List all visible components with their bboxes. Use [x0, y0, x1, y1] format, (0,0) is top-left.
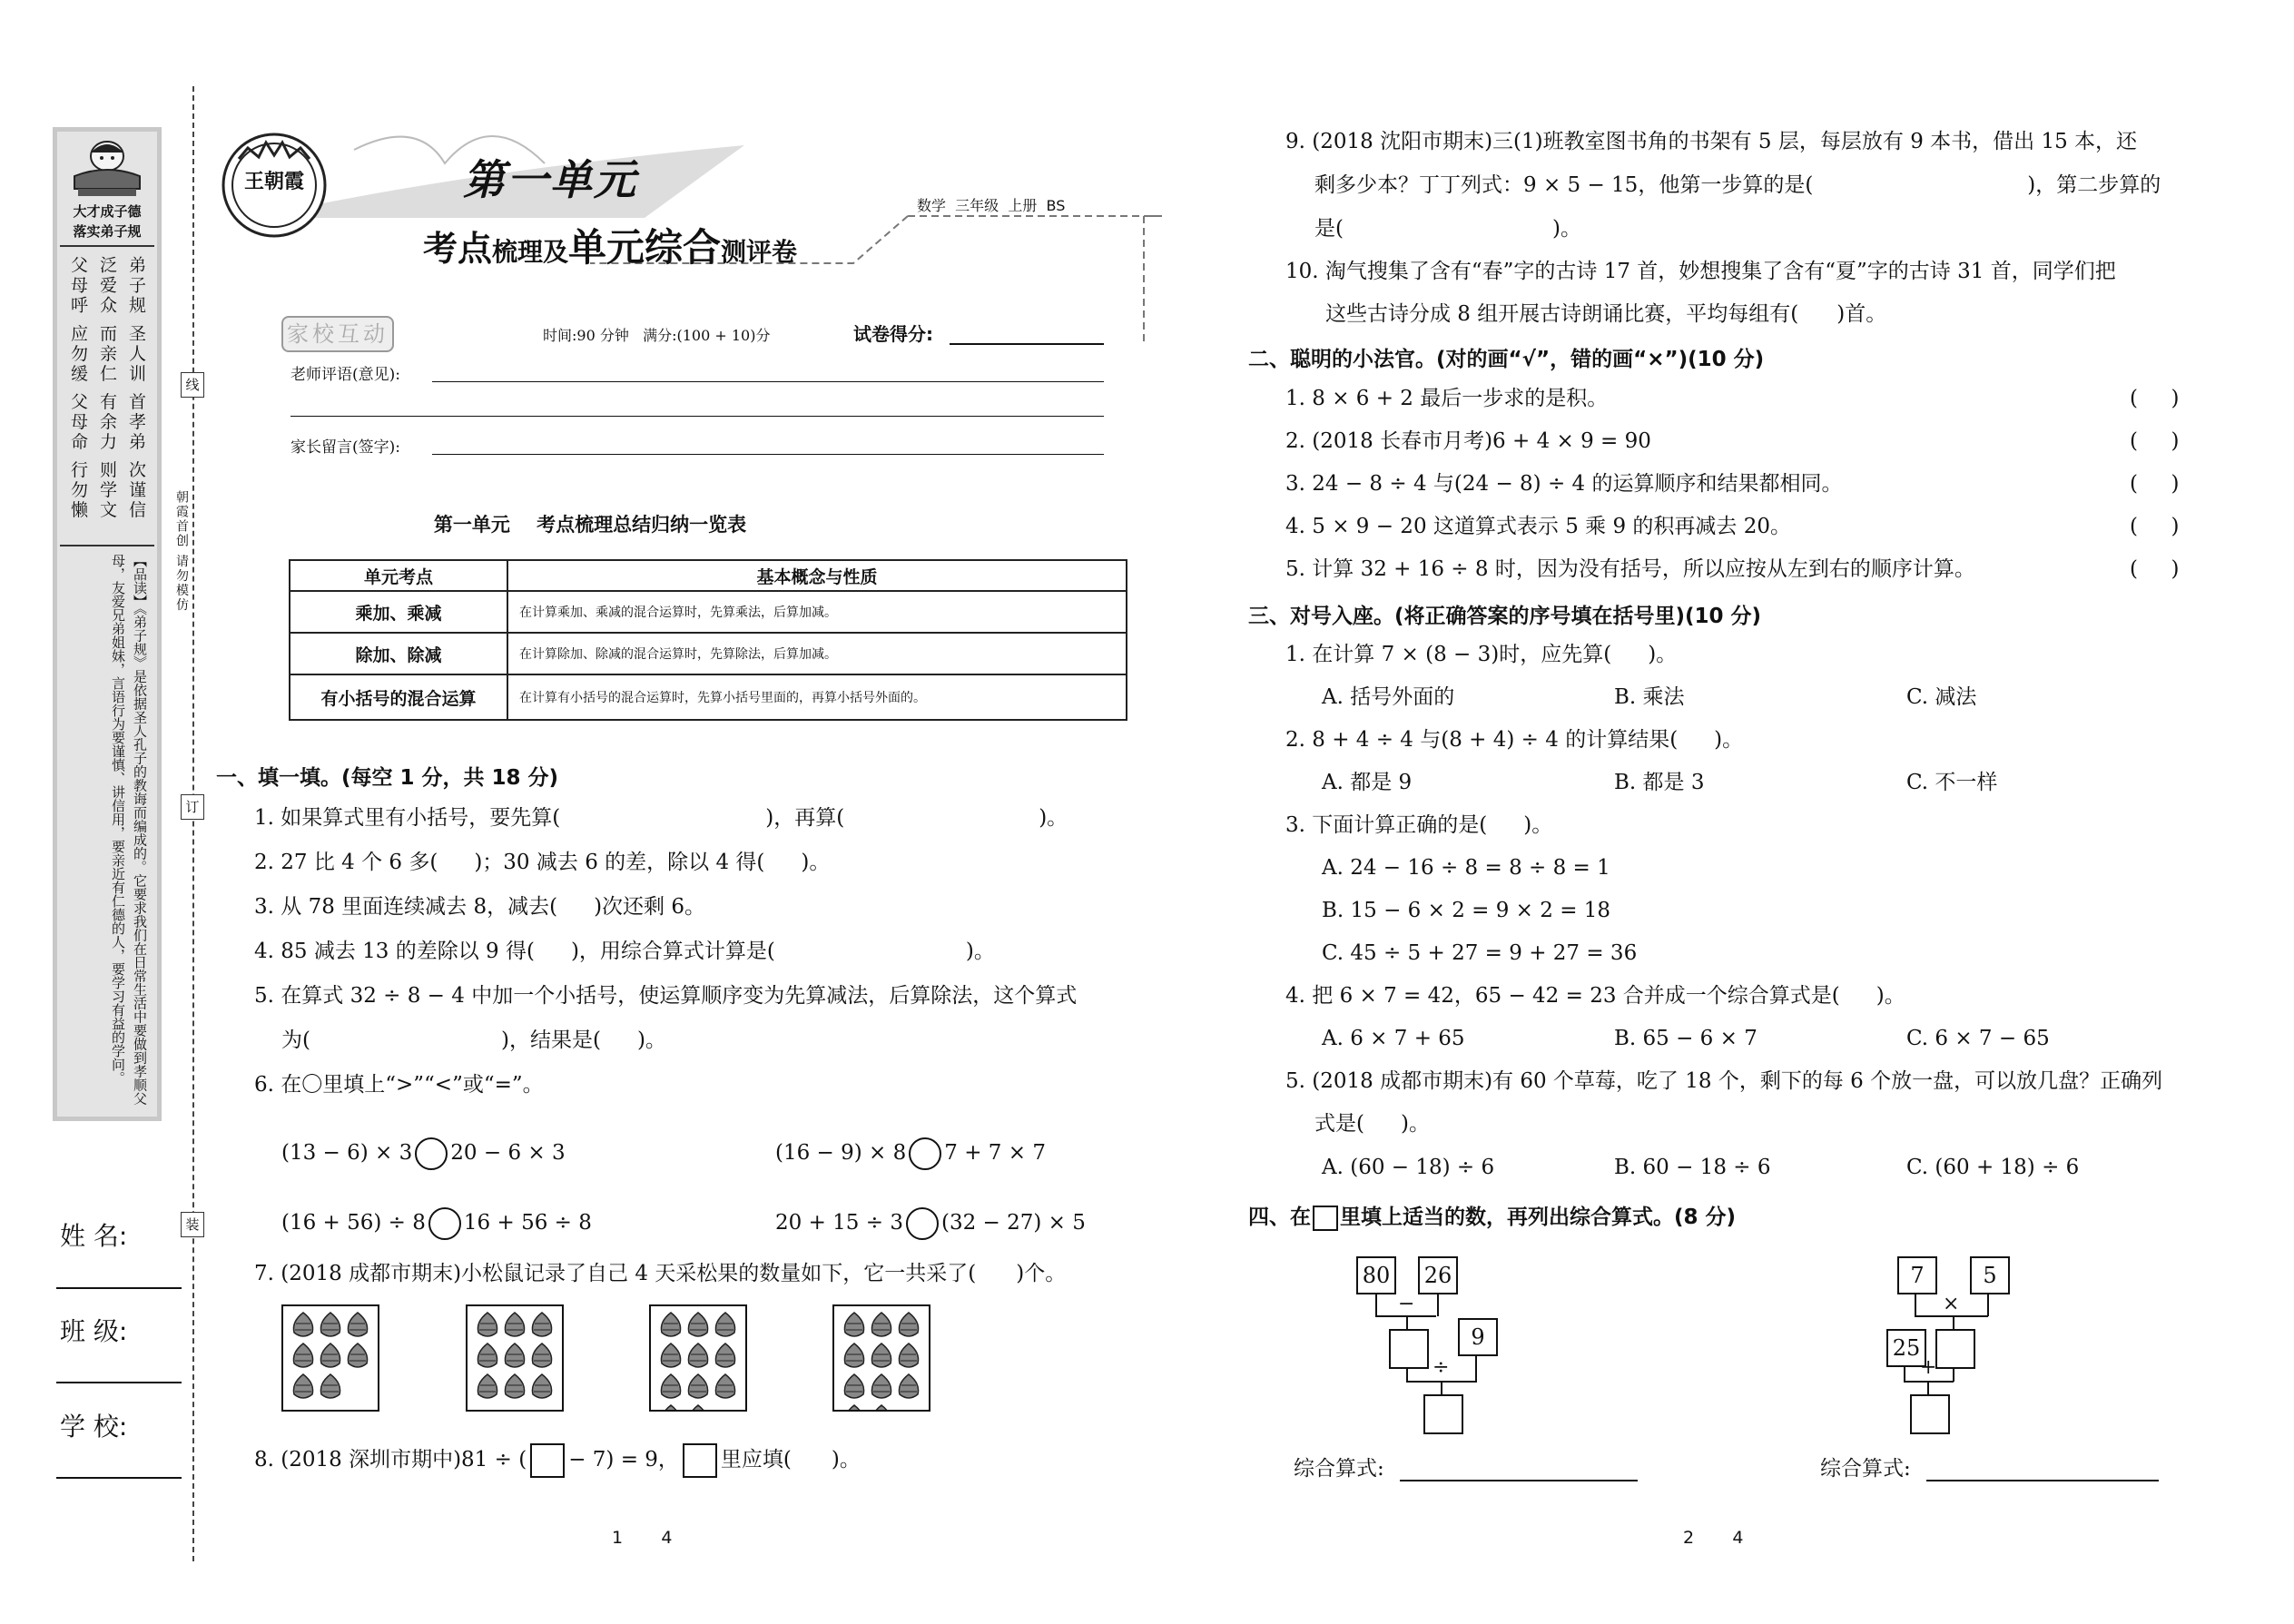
p1-q2-c: )。: [801, 851, 831, 874]
summary-header-row: [290, 560, 1127, 591]
pinecone-box: [832, 1304, 930, 1412]
p3-q5-line2: [1314, 1110, 1430, 1137]
pinecone-icon: [715, 1374, 734, 1398]
p2-bracket-4[interactable]: ( ): [2130, 515, 2180, 538]
p3-q1-opt-a: A. 括号外面的: [1322, 685, 1455, 709]
name-field[interactable]: [56, 1287, 182, 1289]
pinecone-icon: [505, 1374, 524, 1398]
binding-copyright: 朝霞首创 请勿模仿: [174, 490, 189, 613]
p1-q6-c2-left: (16 − 9) × 8: [775, 1141, 907, 1165]
answer-box[interactable]: [530, 1443, 565, 1478]
p2-item-1: 1. 8 × 6 + 2 最后一步求的是积。: [1285, 387, 1609, 410]
p3-q2: [1285, 726, 1743, 753]
p1-q9-line1: 9. (2018 沈阳市期末)三(1)班教室图书角的书架有 5 层，每层放有 9 本书，借出 15 本，还: [1285, 130, 2138, 153]
row-desc: 在计算除加、除减的混合运算时，先算除法，后算加减。: [507, 633, 1127, 674]
pinecone-icon: [532, 1313, 551, 1336]
diagram1-n1: 80: [1356, 1256, 1396, 1294]
p1-q8-a: 8. (2018 深圳市期中)81 ÷ (: [254, 1448, 527, 1471]
p1-q9-line3: [1314, 215, 1581, 242]
pinecone-icon: [320, 1313, 340, 1336]
sidebar-poem-1: 弟子规 圣人训 首孝弟 次谨信: [126, 256, 146, 521]
p1-q6-c2-right: 7 + 7 × 7: [944, 1141, 1046, 1165]
part3-title: 三、对号入座。(将正确答案的序号填在括号里)(10 分): [1248, 605, 1762, 628]
diagram2-n1: 7: [1897, 1256, 1937, 1294]
p2-bracket-2[interactable]: ( ): [2130, 429, 2180, 453]
p1-q9-e: )。: [1551, 217, 1581, 241]
p1-q8-b: − 7) = 9，: [568, 1448, 679, 1471]
pinecone-grid-3: [651, 1306, 745, 1410]
pinecone-icon: [844, 1343, 863, 1367]
pinecone-icon: [532, 1374, 551, 1398]
sidebar-poem-2: 泛爱众 而亲仁 有余力 则学文: [97, 256, 117, 521]
p1-q1-b: )，再算(: [765, 806, 845, 830]
pinecone-icon: [688, 1374, 707, 1398]
diagram2-op1: ×: [1943, 1293, 1960, 1315]
pinecone-icon: [871, 1313, 891, 1336]
p1-q6-stem: 6. 在〇里填上“>”“<”或“=”。: [254, 1073, 544, 1097]
pinecone-icon: [348, 1343, 367, 1367]
p1-q2-b: )；30 减去 6 的差，除以 4 得(: [474, 851, 765, 874]
row-desc: 在计算乘加、乘减的混合运算时，先算乘法，后算加减。: [507, 591, 1127, 633]
teacher-line-1[interactable]: [432, 381, 1104, 382]
compare-circle[interactable]: [428, 1207, 461, 1240]
score-label: 试卷得分:: [853, 323, 933, 345]
pinecone-icon: [844, 1313, 863, 1336]
p1-q1: [254, 804, 1068, 832]
p3-q5-opt-a: A. (60 − 18) ÷ 6: [1322, 1156, 1495, 1179]
pinecone-grid-4: [834, 1306, 929, 1410]
p3-q2-opt-a: A. 都是 9: [1322, 771, 1413, 794]
p1-q10-b: 这些古诗分成 8 组开展古诗朗诵比赛，平均每组有(: [1325, 302, 1799, 326]
p1-q8-d: )。: [831, 1448, 861, 1471]
boy-avatar-icon: [65, 136, 149, 200]
class-field[interactable]: [56, 1382, 182, 1383]
unit-subtitle: [423, 218, 797, 272]
pinecone-icon: [899, 1374, 918, 1398]
p3-q5-line1: 5. (2018 成都市期末)有 60 个草莓，吃了 18 个，剩下的每 6 个放一盘，可以放几盘？正确列: [1285, 1069, 2163, 1093]
home-school-badge: 家校互动: [281, 316, 394, 352]
p1-q7-a: 7. (2018 成都市期末)小松鼠记录了自己 4 天采松果的数量如下，它一共采了(: [254, 1262, 977, 1285]
p1-q1-c: )。: [1039, 806, 1068, 830]
row-point: 除加、除减: [290, 633, 507, 674]
diagram1-n3: 9: [1458, 1318, 1498, 1356]
p1-q4-c: )。: [965, 940, 995, 963]
p1-q3-b: )次还剩 6。: [594, 895, 705, 919]
teacher-line-2[interactable]: [290, 416, 1104, 417]
p1-q2-a: 2. 27 比 4 个 6 多(: [254, 851, 438, 874]
p1-q6-c1-left: (13 − 6) × 3: [281, 1141, 413, 1165]
p1-q6-c3-left: (16 + 56) ÷ 8: [281, 1211, 426, 1235]
p4-title-a: 四、在: [1248, 1206, 1311, 1229]
formula-label-1: 综合算式:: [1294, 1457, 1384, 1481]
p1-q10-c: )首。: [1836, 302, 1887, 326]
p1-q9-line2: [1314, 172, 2161, 199]
p3-q5-opt-b: B. 60 − 18 ÷ 6: [1614, 1156, 1771, 1179]
p1-q4-b: )，用综合算式计算是(: [570, 940, 775, 963]
diagram2-op2: +: [1920, 1356, 1937, 1379]
parent-label: 家长留言(签字):: [290, 438, 400, 457]
title-box-icon: [1313, 1206, 1338, 1231]
pinecone-icon: [348, 1313, 367, 1336]
p1-q3: [254, 893, 705, 920]
p1-q5-line2: [281, 1027, 666, 1054]
page-number-right: 2 4: [1683, 1528, 1744, 1548]
p3-q4: [1285, 982, 1905, 1009]
binding-dashed-line: [192, 86, 194, 1561]
p2-item-2: 2. (2018 长春市月考)6 + 4 × 9 = 90: [1285, 429, 1651, 453]
class-label: 班 级:: [60, 1316, 128, 1346]
pinecone-icon: [661, 1343, 680, 1367]
p3-q2-opt-b: B. 都是 3: [1614, 771, 1705, 794]
diagram2-blank2[interactable]: [1910, 1394, 1950, 1434]
p1-q2: [254, 849, 830, 876]
p3-q2-opt-c: C. 不一样: [1906, 771, 1998, 794]
sidebar-top-line-1: 大才成子德: [73, 203, 142, 220]
table-row: [290, 633, 1127, 674]
pinecone-icon: [532, 1343, 551, 1367]
diagram2-blank1[interactable]: [1935, 1329, 1975, 1369]
p3-q4-a: 4. 把 6 × 7 = 42，65 − 42 = 23 合并成一个综合算式是(: [1285, 984, 1840, 1008]
pinecone-box: [466, 1304, 564, 1412]
sidebar-divider-2: [60, 545, 154, 546]
school-field[interactable]: [56, 1477, 182, 1479]
row-point: 乘加、乘减: [290, 591, 507, 633]
p1-q6-c3-right: 16 + 56 ÷ 8: [463, 1211, 592, 1235]
pinecone-icon: [688, 1343, 707, 1367]
subtitle-part-3: 单元综合: [568, 225, 722, 270]
p3-q4-opt-a: A. 6 × 7 + 65: [1322, 1027, 1465, 1050]
p1-q8: [254, 1443, 861, 1478]
parent-line[interactable]: [432, 454, 1104, 455]
p1-q7-b: )个。: [1016, 1262, 1067, 1285]
p1-q1-a: 1. 如果算式里有小括号，要先算(: [254, 806, 561, 830]
p3-q1-b: )。: [1648, 643, 1678, 666]
unit-title: 第一单元: [463, 155, 637, 204]
formula-field-1[interactable]: [1400, 1480, 1638, 1481]
compare-circle[interactable]: [415, 1137, 448, 1170]
p3-q5-opt-c: C. (60 + 18) ÷ 6: [1906, 1156, 2080, 1179]
pinecone-box: [281, 1304, 379, 1412]
subtitle-part-4: 测评卷: [721, 237, 798, 267]
p1-q7: [254, 1260, 1066, 1287]
p3-q3-a: 3. 下面计算正确的是(: [1285, 813, 1488, 837]
diagram1-op1: −: [1398, 1293, 1415, 1315]
pinecone-icon: [478, 1313, 497, 1336]
diagram1-blank2[interactable]: [1423, 1394, 1463, 1434]
sidebar-poem-3: 父母呼 应勿缓 父母命 行勿懒: [68, 256, 88, 521]
answer-box[interactable]: [683, 1443, 717, 1478]
p1-q6-c3: [281, 1207, 592, 1240]
pinecone-icon: [688, 1405, 707, 1410]
compare-circle[interactable]: [906, 1207, 939, 1240]
pinecone-icon: [871, 1343, 891, 1367]
p1-q10-line1: 10. 淘气搜集了含有“春”字的古诗 17 首，妙想搜集了含有“夏”字的古诗 31 首，同学们把: [1285, 260, 2116, 283]
pinecone-icon: [871, 1374, 891, 1398]
pinecone-icon: [661, 1313, 680, 1336]
sidebar-note: 【品读】《弟子规》是依据圣人孔子的教诲而编成的。它要求我们在日常生活中要做到孝顺父母，友爱兄弟姐妹，言语行为要谨慎、讲信用，要亲近有仁德的人，要学习有益的学问。: [110, 554, 148, 1106]
school-label: 学 校:: [60, 1412, 128, 1442]
p3-q3: [1285, 812, 1552, 839]
p1-q6-c4: [775, 1207, 1086, 1240]
p1-q10-line2: [1325, 300, 1886, 328]
p2-item-5: 5. 计算 32 + 16 ÷ 8 时，因为没有括号，所以应按从左到右的顺序计算。: [1285, 557, 1975, 581]
p1-q3-a: 3. 从 78 里面连续减去 8，减去(: [254, 895, 558, 919]
p1-q5-c: )，结果是(: [500, 1029, 601, 1052]
diagram1-blank1[interactable]: [1389, 1329, 1429, 1369]
p1-q4-a: 4. 85 减去 13 的差除以 9 得(: [254, 940, 535, 963]
p4-title-b: 里填上适当的数，再列出综合算式。(8 分): [1340, 1206, 1737, 1229]
row-desc: 在计算有小括号的混合运算时，先算小括号里面的，再算小括号外面的。: [507, 674, 1127, 720]
p3-q2-a: 2. 8 + 4 ÷ 4 与(8 + 4) ÷ 4 的计算结果(: [1285, 728, 1679, 752]
score-field[interactable]: [950, 343, 1104, 345]
pinecone-icon: [320, 1343, 340, 1367]
part1-title: 一、填一填。(每空 1 分，共 18 分): [216, 766, 559, 790]
pinecone-icon: [715, 1313, 734, 1336]
summary-title: 第一单元 考点梳理总结归纳一览表: [433, 514, 747, 536]
part4-title: [1248, 1200, 1736, 1231]
table-row: [290, 674, 1127, 720]
pinecone-icon: [661, 1374, 680, 1398]
p3-q2-b: )。: [1714, 728, 1744, 752]
binding-mark-xian: 线: [181, 372, 204, 398]
pinecone-icon: [871, 1405, 891, 1410]
p3-q3-b: )。: [1523, 813, 1553, 837]
p3-q1-opt-c: C. 减法: [1906, 685, 1977, 709]
summary-col-desc: 基本概念与性质: [507, 560, 1127, 591]
diagram2-n3: 25: [1886, 1329, 1926, 1367]
part2-title: 二、聪明的小法官。(对的画“√”，错的画“×”)(10 分): [1248, 348, 1765, 371]
p2-bracket-3[interactable]: ( ): [2130, 472, 2180, 496]
teacher-label: 老师评语(意见):: [290, 366, 400, 384]
time-info: 时间:90 分钟 满分:(100 + 10)分: [543, 327, 771, 344]
row-point: 有小括号的混合运算: [290, 674, 507, 720]
pinecone-icon: [715, 1343, 734, 1367]
p1-q8-c: 里应填(: [720, 1448, 792, 1471]
p3-q3-opt-b: B. 15 − 6 × 2 = 9 × 2 = 18: [1322, 899, 1611, 922]
binding-mark-ding: 订: [181, 794, 204, 820]
p2-item-3: 3. 24 − 8 ÷ 4 与(24 − 8) ÷ 4 的运算顺序和结果都相同。: [1285, 472, 1843, 496]
p1-q9-c: )，第二步算的: [2027, 173, 2161, 197]
p1-q6-c4-left: 20 + 15 ÷ 3: [775, 1211, 903, 1235]
sidebar-top-line-2: 落实弟子规: [73, 223, 142, 240]
p1-q5-b: 为(: [281, 1029, 310, 1052]
p2-item-4: 4. 5 × 9 − 20 这道算式表示 5 乘 9 的积再减去 20。: [1285, 515, 1791, 538]
p2-bracket-5[interactable]: ( ): [2130, 557, 2180, 581]
compare-circle[interactable]: [909, 1137, 941, 1170]
pinecone-icon: [899, 1343, 918, 1367]
pinecone-icon: [293, 1343, 312, 1367]
pinecone-icon: [661, 1405, 680, 1410]
pinecone-box: [649, 1304, 747, 1412]
subject-tag: 数学 三年级 上册 BS: [917, 197, 1066, 214]
diagram1-op2: ÷: [1433, 1356, 1450, 1379]
p3-q4-opt-c: C. 6 × 7 − 65: [1906, 1027, 2050, 1050]
pinecone-grid-2: [468, 1306, 562, 1410]
logo-text: 王朝霞: [243, 170, 304, 193]
p3-q3-opt-c: C. 45 ÷ 5 + 27 = 9 + 27 = 36: [1322, 941, 1638, 965]
p3-q5-c: )。: [1400, 1112, 1430, 1136]
subtitle-part-2: 梳理及: [492, 237, 569, 267]
p2-bracket-1[interactable]: ( ): [2130, 387, 2180, 410]
name-label: 姓 名:: [60, 1221, 128, 1251]
p1-q6-c1-right: 20 − 6 × 3: [450, 1141, 566, 1165]
pinecone-icon: [505, 1343, 524, 1367]
pinecone-icon: [320, 1374, 340, 1398]
pinecone-icon: [844, 1405, 863, 1410]
p3-q1-opt-b: B. 乘法: [1614, 685, 1685, 709]
p1-q6-c1: [281, 1137, 566, 1170]
pinecone-icon: [478, 1374, 497, 1398]
page-number-left: 1 4: [612, 1528, 673, 1548]
formula-label-2: 综合算式:: [1820, 1457, 1911, 1481]
p1-q5-d: )。: [636, 1029, 666, 1052]
pinecone-icon: [505, 1313, 524, 1336]
table-row: [290, 591, 1127, 633]
formula-field-2[interactable]: [1926, 1480, 2159, 1481]
diagram2-n2: 5: [1970, 1256, 2010, 1294]
pinecone-icon: [293, 1374, 312, 1398]
pinecone-icon: [293, 1313, 312, 1336]
pinecone-icon: [844, 1374, 863, 1398]
p1-q5-line1: 5. 在算式 32 ÷ 8 − 4 中加一个小括号，使运算顺序变为先算减法，后算除法，这个算式: [254, 984, 1078, 1008]
p3-q5-b: 式是(: [1314, 1112, 1364, 1136]
diagram1-n2: 26: [1418, 1256, 1458, 1294]
p1-q4: [254, 938, 995, 965]
subtitle-part-1: 考点: [423, 228, 493, 269]
summary-col-point: 单元考点: [290, 560, 507, 591]
p1-q6-c4-right: (32 − 27) × 5: [940, 1211, 1086, 1235]
pinecone-icon: [899, 1313, 918, 1336]
binding-mark-zhuang: 装: [181, 1212, 204, 1237]
p3-q1: [1285, 641, 1677, 668]
p1-q9-d: 是(: [1314, 217, 1344, 241]
pinecone-grid-1: [283, 1306, 378, 1410]
p3-q4-opt-b: B. 65 − 6 × 7: [1614, 1027, 1757, 1050]
p3-q4-b: )。: [1876, 984, 1905, 1008]
summary-table: [289, 559, 1127, 721]
p1-q9-b: 剩多少本？丁丁列式：9 × 5 − 15，他第一步算的是(: [1314, 173, 1814, 197]
p3-q3-opt-a: A. 24 − 16 ÷ 8 = 8 ÷ 8 = 1: [1322, 856, 1610, 880]
sidebar-divider: [60, 245, 154, 247]
pinecone-icon: [478, 1343, 497, 1367]
p3-q1-a: 1. 在计算 7 × (8 − 3)时，应先算(: [1285, 643, 1612, 666]
pinecone-icon: [688, 1313, 707, 1336]
p1-q6-c2: [775, 1137, 1046, 1170]
